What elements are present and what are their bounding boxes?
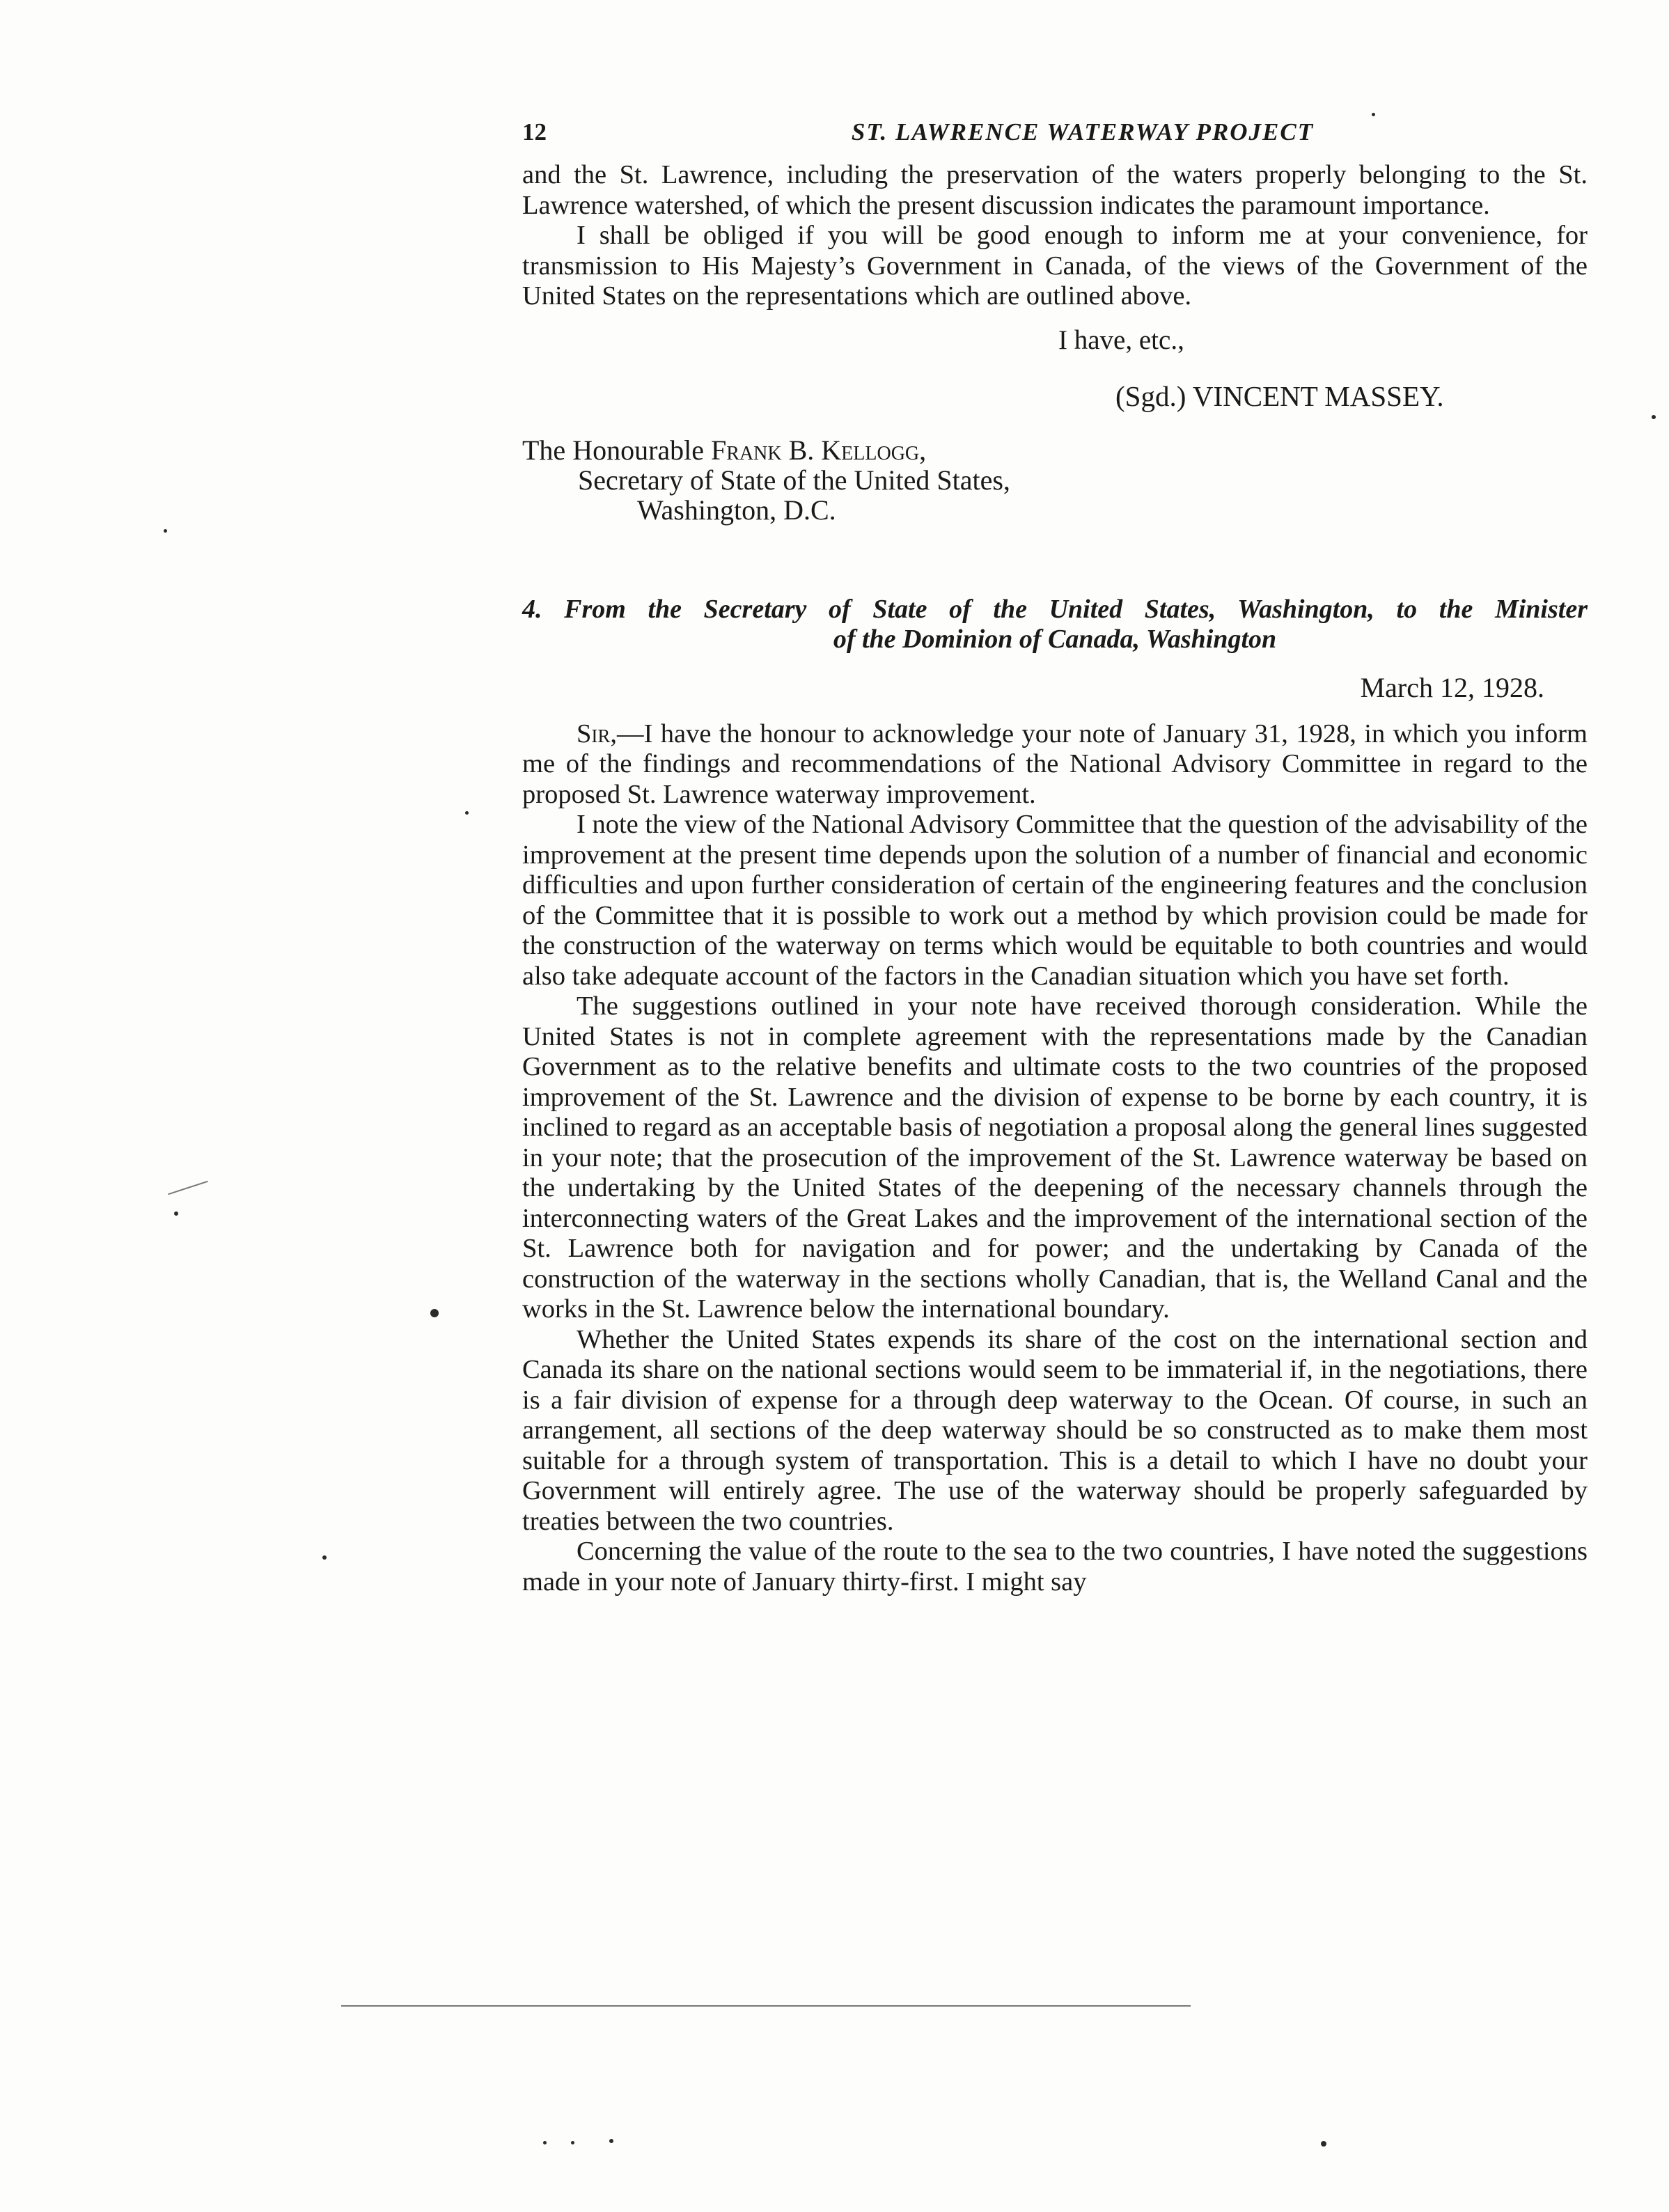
addressee-line xyxy=(522,435,1588,465)
section-heading-line: of the Dominion of Canada, Washington xyxy=(833,624,1277,654)
addressee-title: Secretary of State of the United States, xyxy=(578,464,1010,496)
previous-letter-body xyxy=(522,160,1588,312)
scan-speck xyxy=(465,811,469,815)
letter-closing: I have, etc., xyxy=(1058,324,1184,355)
paragraph: The suggestions outlined in your note have received thorough consideration. While the United States is not in complete agreement with the representations made by the Canadian Government as to the relative benefits and ultimate costs to the two countries of the proposed improvement of the St. Lawrence and the division of expense to be borne by each country, it is inclined to regard as an acceptable basis of negotiation a proposal along the general lines suggested in your note; that the prosecution of the improvement of the St. Lawrence waterway be based on the undertaking by the United States of the deepening of the necessary channels through the interconnecting waters of the Great Lakes and the improvement of the international section of the St. Lawrence both for navigation and for power; and the undertaking by Canada of the construction of the waterway in the sections wholly Canadian, that is, the Welland Canal and the works in the St. Lawrence below the international boundary. xyxy=(522,991,1588,1324)
page-number: 12 xyxy=(522,118,547,146)
scan-speck xyxy=(430,1309,439,1317)
paragraph xyxy=(522,719,1588,810)
scan-speck xyxy=(1652,415,1656,419)
scan-speck xyxy=(164,529,167,533)
paragraph-text: —I have the honour to acknowledge your note of January 31, 1928, in which you inform me of the findings and recommendations of the National Advisory Committee in regard to the proposed St. Lawrence waterway improvement. xyxy=(522,719,1588,809)
paragraph: I shall be obliged if you will be good enough to inform me at your convenience, for transmission to His Majesty’s Government in Canada, of the views of the Government of the United States on the representations which are outlined above. xyxy=(522,221,1588,311)
scan-speck xyxy=(174,1211,178,1216)
addressee-location: Washington, D.C. xyxy=(637,494,836,526)
section-heading-line: 4. From the Secretary of State of the United States, Washington, to the Minister xyxy=(522,594,1588,624)
scan-artifact xyxy=(168,1181,208,1195)
running-title: ST. LAWRENCE WATERWAY PROJECT xyxy=(851,118,1315,146)
letter-date: March 12, 1928. xyxy=(1360,671,1544,703)
addressee-block xyxy=(522,435,1588,525)
scan-speck xyxy=(1372,113,1375,116)
letter-body xyxy=(522,719,1588,1598)
addressee-prefix: The Honourable xyxy=(522,434,712,466)
scan-speck xyxy=(543,2141,547,2144)
scan-artifact xyxy=(341,2005,1191,2007)
scan-speck xyxy=(1321,2141,1326,2147)
scan-speck xyxy=(609,2139,613,2143)
section-heading xyxy=(522,595,1588,654)
scan-speck xyxy=(571,2141,574,2144)
scan-speck xyxy=(322,1555,327,1560)
addressee-name: Frank B. Kellogg, xyxy=(711,434,927,466)
paragraph: I note the view of the National Advisory Committee that the question of the advisability of the improvement at the present time depends upon the solution of a number of financial and economic difficulties and upon further consideration of certain of the engineering features and the conclusion of the Committee that it is possible to work out a method by which provision could be made for the construction of the waterway on terms which would be equitable to both countries and would also take adequate account of the factors in the Canadian situation which you have set forth. xyxy=(522,810,1588,991)
paragraph: Whether the United States expends its share of the cost on the international section and Canada its share on the national sections would seem to be immaterial if, in the negotiations, there is a fair division of expense for a through deep waterway to the Ocean. Of course, in such an arrangement, all sections of the deep waterway should be so constructed as to make them most suitable for a through system of transportation. This is a detail to which I have no doubt your Government will entirely agree. The use of the waterway should be properly safeguarded by treaties between the two countries. xyxy=(522,1324,1588,1536)
text-column xyxy=(522,118,1588,1597)
letter-signature: (Sgd.) VINCENT MASSEY. xyxy=(1115,379,1444,412)
running-head xyxy=(522,118,1588,160)
paragraph: Concerning the value of the route to the sea to the two countries, I have noted the suggestions made in your note of January thirty-first. I might say xyxy=(522,1537,1588,1597)
paragraph: and the St. Lawrence, including the preservation of the waters properly belonging to the St. Lawrence watershed, of which the present discussion indicates the paramount importance. xyxy=(522,160,1588,220)
salutation: Sir, xyxy=(577,719,618,748)
